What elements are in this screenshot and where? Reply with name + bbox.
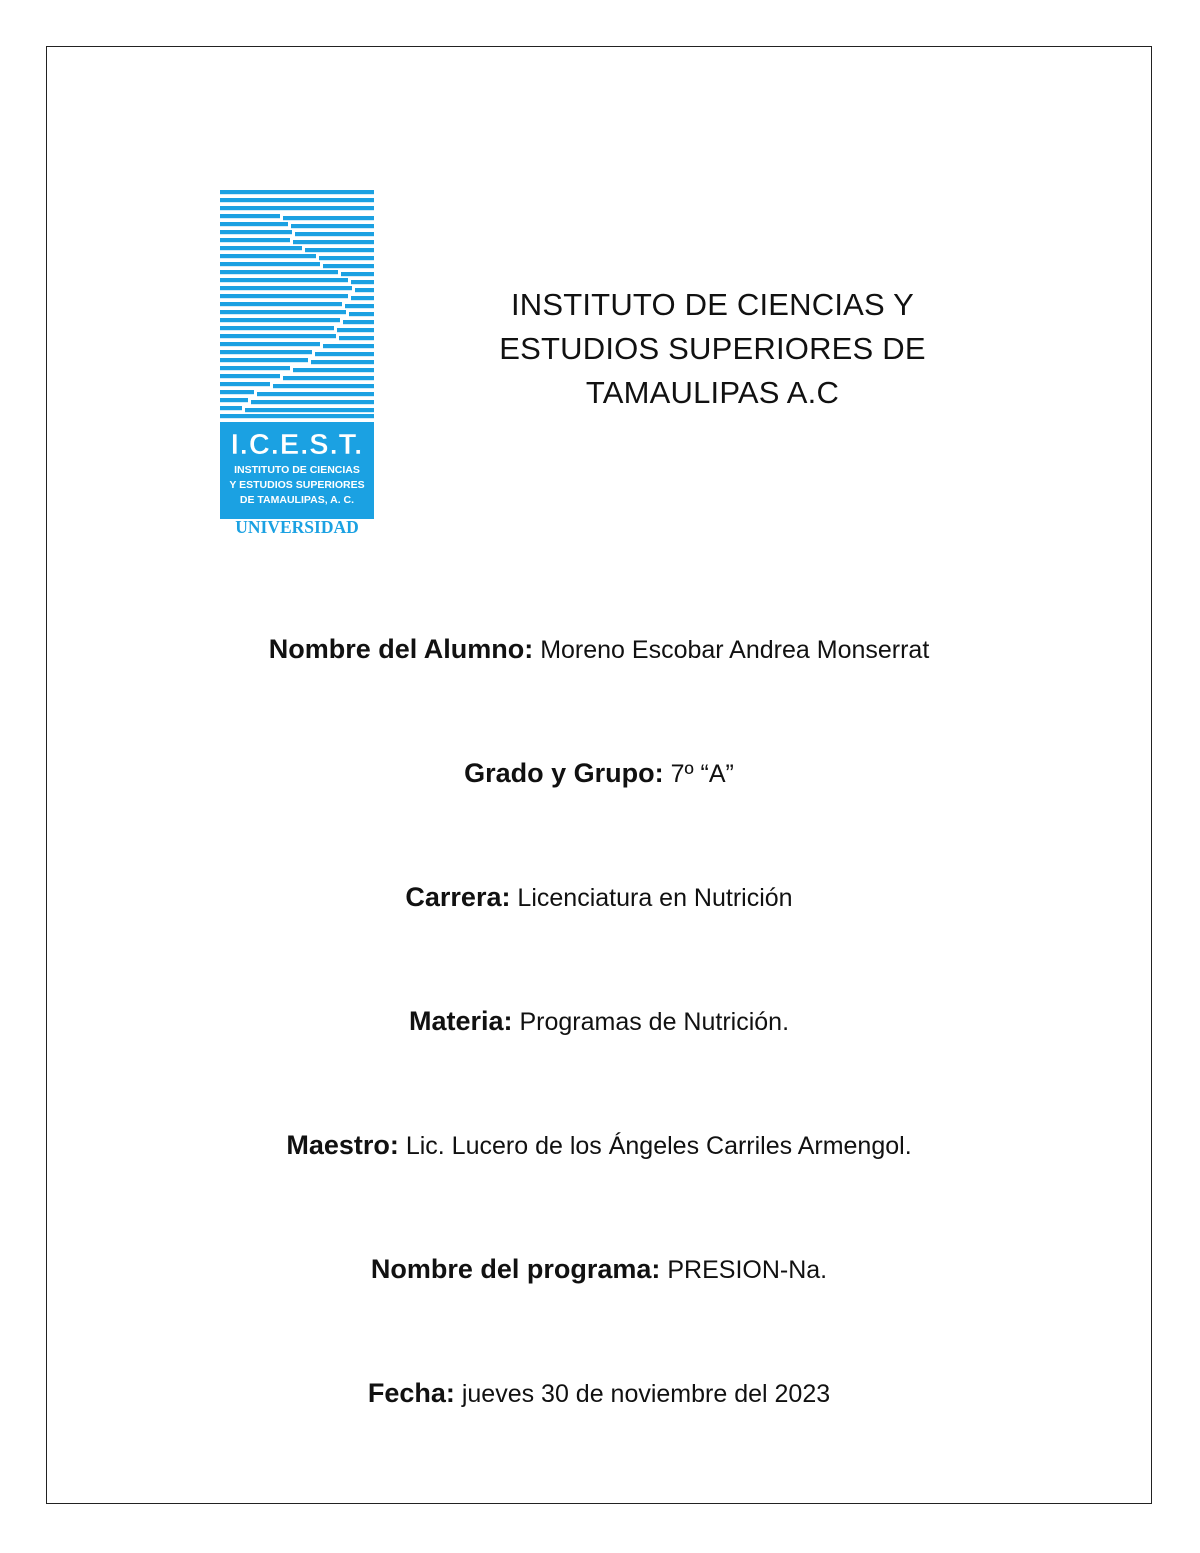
logo-acronym: I.C.E.S.T. [230, 429, 364, 461]
career-value: Licenciatura en Nutrición [517, 884, 793, 912]
subject-label: Materia: [408, 1006, 513, 1036]
date-field [46, 1377, 1152, 1410]
icest-university-logo [220, 190, 374, 536]
logo-stripe [323, 344, 374, 348]
logo-stripe [273, 384, 374, 388]
logo-caption-line-1: INSTITUTO DE CIENCIAS [234, 464, 360, 476]
logo-stripe [220, 398, 248, 402]
teacher-label: Maestro: [286, 1130, 399, 1160]
logo-stripe [220, 286, 352, 290]
logo-stripe [345, 304, 374, 308]
logo-stripe [343, 320, 374, 324]
logo-stripe [311, 360, 374, 364]
logo-stripes [220, 190, 374, 418]
teacher-value: Lic. Lucero de los Ángeles Carriles Armengol. [405, 1132, 912, 1160]
logo-stripe [220, 214, 280, 218]
logo-stripe [337, 328, 374, 332]
logo-stripe [323, 264, 374, 268]
logo-stripe [220, 326, 334, 330]
logo-stripe [305, 248, 374, 252]
institution-name [440, 283, 985, 415]
logo-stripe [293, 240, 374, 244]
logo-stripe [220, 254, 316, 258]
logo-stripe [220, 206, 374, 210]
teacher-field [46, 1129, 1152, 1162]
logo-stripe [351, 296, 374, 300]
logo-caption-line-2: Y ESTUDIOS SUPERIORES [229, 479, 365, 491]
student-name-field [46, 633, 1152, 666]
program-name-label: Nombre del programa: [370, 1254, 661, 1284]
logo-stripe [220, 198, 374, 202]
logo-stripe [220, 318, 340, 322]
career-field [46, 881, 1152, 914]
student-name-label: Nombre del Alumno: [268, 634, 534, 664]
logo-stripe [283, 216, 374, 220]
logo-stripe [220, 190, 374, 194]
logo-stripe [220, 342, 320, 346]
logo-stripe [220, 366, 290, 370]
logo-stripe [220, 310, 346, 314]
logo-stripe [220, 270, 338, 274]
logo-stripe [351, 280, 374, 284]
logo-stripe [220, 230, 292, 234]
logo-stripe [220, 302, 342, 306]
logo-stripe [349, 312, 374, 316]
logo-stripe [220, 390, 254, 394]
logo-stripe [315, 352, 374, 356]
logo-caption-line-3: DE TAMAULIPAS, A. C. [239, 494, 355, 506]
institution-line-3: TAMAULIPAS A.C [585, 375, 840, 410]
logo-stripe [341, 272, 374, 276]
grade-group-value: 7º “A” [670, 760, 734, 788]
grade-group-label: Grado y Grupo: [464, 758, 664, 788]
subject-value: Programas de Nutrición. [519, 1008, 790, 1036]
program-name-field [46, 1253, 1152, 1286]
date-value: jueves 30 de noviembre del 2023 [461, 1380, 831, 1408]
institution-line-1: INSTITUTO DE CIENCIAS Y [510, 287, 915, 322]
logo-stripe [220, 294, 348, 298]
student-name-value: Moreno Escobar Andrea Monserrat [540, 636, 930, 664]
career-label: Carrera: [405, 882, 511, 912]
logo-stripe [220, 278, 348, 282]
logo-stripe [220, 222, 288, 226]
logo-stripe [283, 376, 374, 380]
logo-stripe [257, 392, 374, 396]
logo-graphic [220, 190, 374, 536]
logo-stripe [220, 406, 242, 410]
date-label: Fecha: [367, 1378, 455, 1408]
program-name-value: PRESION-Na. [667, 1256, 828, 1284]
logo-stripe [355, 288, 374, 292]
logo-stripe [339, 336, 374, 340]
logo-stripe [220, 374, 280, 378]
logo-stripe [220, 262, 320, 266]
logo-stripe [220, 350, 312, 354]
logo-subtitle: UNIVERSIDAD [235, 517, 359, 536]
logo-stripe [220, 358, 308, 362]
logo-stripe [251, 400, 374, 404]
grade-group-field [46, 757, 1152, 790]
logo-stripe [220, 382, 270, 386]
institution-line-2: ESTUDIOS SUPERIORES DE [499, 331, 926, 366]
logo-stripe [245, 408, 374, 412]
logo-stripe [319, 256, 374, 260]
logo-stripe [291, 224, 374, 228]
logo-stripe [220, 334, 336, 338]
logo-stripe [220, 414, 374, 418]
logo-stripe [293, 368, 374, 372]
subject-field [46, 1005, 1152, 1038]
logo-stripe [295, 232, 374, 236]
logo-stripe [220, 246, 302, 250]
logo-stripe [220, 238, 290, 242]
